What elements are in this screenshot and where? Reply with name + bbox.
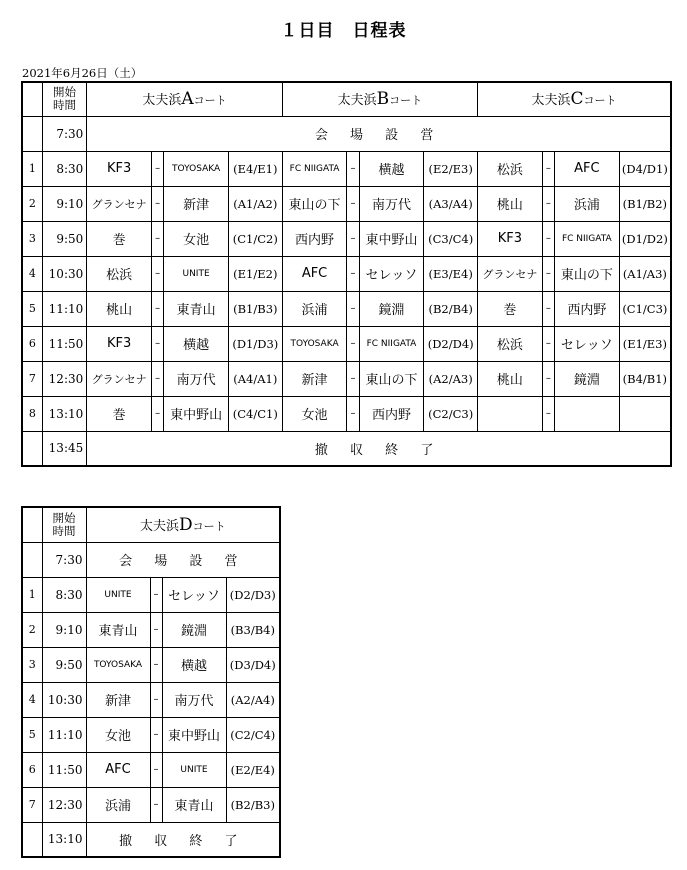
group-code: (C1/C3) <box>619 291 671 326</box>
home-team: 東山の下 <box>282 186 347 221</box>
away-team: 西内野 <box>359 396 424 431</box>
home-team: 女池 <box>86 717 150 752</box>
table-row <box>22 186 671 221</box>
table-row <box>22 151 671 186</box>
versus-dash: – <box>152 151 164 186</box>
group-code: (A2/A3) <box>424 361 478 396</box>
away-team: 女池 <box>164 221 229 256</box>
start-time: 9:10 <box>42 612 86 647</box>
court-header <box>478 82 671 116</box>
start-time: 11:50 <box>42 752 86 787</box>
versus-dash: – <box>152 396 164 431</box>
versus-dash: – <box>347 221 359 256</box>
court-letter: A <box>181 89 194 110</box>
table-row <box>22 507 280 542</box>
group-code: (D1/D3) <box>228 326 282 361</box>
court-suffix: コート <box>583 94 617 108</box>
start-time: 10:30 <box>42 256 87 291</box>
court-prefix: 太夫浜 <box>142 93 182 109</box>
row-number: 1 <box>22 577 42 612</box>
away-team: セレッソ <box>162 577 226 612</box>
row-number-header <box>22 507 42 542</box>
group-code: (C4/C1) <box>228 396 282 431</box>
versus-dash: – <box>542 396 554 431</box>
row-number: 2 <box>22 186 42 221</box>
away-team: 南万代 <box>359 186 424 221</box>
versus-dash: – <box>150 612 162 647</box>
home-team: TOYOSAKA <box>282 326 347 361</box>
start-time: 7:30 <box>42 116 87 151</box>
away-team: 鏡淵 <box>554 361 619 396</box>
schedule-date: 2021年6月26日（土） <box>22 66 143 80</box>
court-letter: C <box>570 89 584 110</box>
away-team: セレッソ <box>554 326 619 361</box>
away-team: UNITE <box>162 752 226 787</box>
table-row <box>22 326 671 361</box>
row-number: 2 <box>22 612 42 647</box>
court-header <box>86 507 280 542</box>
home-team: KF3 <box>478 221 543 256</box>
table-row <box>22 291 671 326</box>
group-code: (E4/E1) <box>228 151 282 186</box>
group-code: (C2/C3) <box>424 396 478 431</box>
row-number: 5 <box>22 717 42 752</box>
away-team <box>554 396 619 431</box>
schedule-table-abc <box>21 81 672 467</box>
group-code: (B1/B3) <box>228 291 282 326</box>
away-team: 新津 <box>164 186 229 221</box>
home-team: グランセナ <box>87 186 152 221</box>
versus-dash: – <box>347 361 359 396</box>
away-team: 東中野山 <box>359 221 424 256</box>
row-number <box>22 822 42 857</box>
start-time: 13:45 <box>42 431 87 466</box>
away-team: 東中野山 <box>164 396 229 431</box>
group-code: (B2/B3) <box>226 787 280 822</box>
schedule-table-d <box>21 506 281 858</box>
group-code: (A3/A4) <box>424 186 478 221</box>
away-team: 東山の下 <box>554 256 619 291</box>
versus-dash: – <box>542 256 554 291</box>
group-code: (D4/D1) <box>619 151 671 186</box>
row-number-header <box>22 82 42 116</box>
versus-dash: – <box>542 291 554 326</box>
away-team: 東中野山 <box>162 717 226 752</box>
away-team: セレッソ <box>359 256 424 291</box>
away-team: 横越 <box>359 151 424 186</box>
versus-dash: – <box>152 221 164 256</box>
table-row <box>22 542 280 577</box>
table-row <box>22 82 671 116</box>
group-code: (A2/A4) <box>226 682 280 717</box>
table-row <box>22 822 280 857</box>
table-row <box>22 682 280 717</box>
away-team: TOYOSAKA <box>164 151 229 186</box>
start-time: 8:30 <box>42 151 87 186</box>
group-code: (C1/C2) <box>228 221 282 256</box>
home-team: 浜浦 <box>282 291 347 326</box>
start-time: 10:30 <box>42 682 86 717</box>
group-code: (B4/B1) <box>619 361 671 396</box>
home-team: 東青山 <box>86 612 150 647</box>
away-team: UNITE <box>164 256 229 291</box>
group-code: (A1/A3) <box>619 256 671 291</box>
versus-dash: – <box>347 396 359 431</box>
group-code: (C2/C4) <box>226 717 280 752</box>
away-team: FC NIIGATA <box>359 326 424 361</box>
start-time: 7:30 <box>42 542 86 577</box>
row-number: 8 <box>22 396 42 431</box>
home-team: KF3 <box>87 326 152 361</box>
versus-dash: – <box>152 326 164 361</box>
table-row <box>22 577 280 612</box>
row-number <box>22 542 42 577</box>
table-row <box>22 361 671 396</box>
setup-label: 会 場 設 営 <box>87 116 671 151</box>
home-team: グランセナ <box>87 361 152 396</box>
home-team: 松浜 <box>478 151 543 186</box>
group-code: (D3/D4) <box>226 647 280 682</box>
row-number: 3 <box>22 221 42 256</box>
time-header: 開始 時間 <box>42 507 86 542</box>
table-row <box>22 396 671 431</box>
away-team: 東山の下 <box>359 361 424 396</box>
teardown-label: 撤 収 終 了 <box>87 431 671 466</box>
home-team: 西内野 <box>282 221 347 256</box>
home-team: AFC <box>282 256 347 291</box>
versus-dash: – <box>150 752 162 787</box>
teardown-label: 撤 収 終 了 <box>86 822 280 857</box>
versus-dash: – <box>347 151 359 186</box>
table-row <box>22 752 280 787</box>
row-number: 1 <box>22 151 42 186</box>
row-number: 7 <box>22 787 42 822</box>
court-prefix: 太夫浜 <box>337 93 377 109</box>
court-letter: D <box>178 514 193 535</box>
versus-dash: – <box>150 577 162 612</box>
home-team: 松浜 <box>478 326 543 361</box>
versus-dash: – <box>542 186 554 221</box>
group-code: (E1/E3) <box>619 326 671 361</box>
start-time: 11:10 <box>42 717 86 752</box>
home-team: AFC <box>86 752 150 787</box>
away-team: 南万代 <box>162 682 226 717</box>
group-code: (D2/D3) <box>226 577 280 612</box>
home-team: KF3 <box>87 151 152 186</box>
court-letter: B <box>376 89 390 110</box>
home-team: 桃山 <box>478 186 543 221</box>
start-time: 12:30 <box>42 787 86 822</box>
versus-dash: – <box>152 256 164 291</box>
versus-dash: – <box>152 291 164 326</box>
home-team: UNITE <box>86 577 150 612</box>
start-time: 8:30 <box>42 577 86 612</box>
group-code <box>619 396 671 431</box>
away-team: AFC <box>554 151 619 186</box>
table-row <box>22 431 671 466</box>
row-number: 4 <box>22 256 42 291</box>
start-time: 9:50 <box>42 221 87 256</box>
table-row <box>22 221 671 256</box>
versus-dash: – <box>347 291 359 326</box>
table-row <box>22 116 671 151</box>
versus-dash: – <box>347 326 359 361</box>
group-code: (A4/A1) <box>228 361 282 396</box>
group-code: (E2/E3) <box>424 151 478 186</box>
table-row <box>22 612 280 647</box>
group-code: (E3/E4) <box>424 256 478 291</box>
start-time: 13:10 <box>42 396 87 431</box>
court-prefix: 太夫浜 <box>139 518 179 534</box>
group-code: (C3/C4) <box>424 221 478 256</box>
away-team: FC NIIGATA <box>554 221 619 256</box>
versus-dash: – <box>542 221 554 256</box>
home-team: 女池 <box>282 396 347 431</box>
row-number: 5 <box>22 291 42 326</box>
court-header <box>87 82 282 116</box>
court-header <box>282 82 477 116</box>
table-row <box>22 717 280 752</box>
home-team: グランセナ <box>478 256 543 291</box>
table-row <box>22 647 280 682</box>
row-number <box>22 431 42 466</box>
row-number: 7 <box>22 361 42 396</box>
home-team: 桃山 <box>87 291 152 326</box>
group-code: (B2/B4) <box>424 291 478 326</box>
home-team: TOYOSAKA <box>86 647 150 682</box>
away-team: 横越 <box>162 647 226 682</box>
group-code: (D2/D4) <box>424 326 478 361</box>
group-code: (E1/E2) <box>228 256 282 291</box>
start-time: 9:50 <box>42 647 86 682</box>
versus-dash: – <box>542 151 554 186</box>
start-time: 11:10 <box>42 291 87 326</box>
court-suffix: コート <box>192 519 226 533</box>
home-team: 松浜 <box>87 256 152 291</box>
start-time: 13:10 <box>42 822 86 857</box>
away-team: 東青山 <box>162 787 226 822</box>
home-team: 巻 <box>87 396 152 431</box>
start-time: 9:10 <box>42 186 87 221</box>
versus-dash: – <box>150 647 162 682</box>
setup-label: 会 場 設 営 <box>86 542 280 577</box>
away-team: 浜浦 <box>554 186 619 221</box>
time-header: 開始 時間 <box>42 82 87 116</box>
group-code: (A1/A2) <box>228 186 282 221</box>
home-team: FC NIIGATA <box>282 151 347 186</box>
away-team: 西内野 <box>554 291 619 326</box>
court-suffix: コート <box>193 94 227 108</box>
home-team: 新津 <box>282 361 347 396</box>
row-number: 4 <box>22 682 42 717</box>
group-code: (D1/D2) <box>619 221 671 256</box>
versus-dash: – <box>150 717 162 752</box>
away-team: 横越 <box>164 326 229 361</box>
court-suffix: コート <box>389 94 423 108</box>
court-prefix: 太夫浜 <box>531 93 571 109</box>
versus-dash: – <box>150 682 162 717</box>
away-team: 鏡淵 <box>162 612 226 647</box>
home-team: 桃山 <box>478 361 543 396</box>
page-title: １日目 日程表 <box>280 21 407 41</box>
row-number: 6 <box>22 326 42 361</box>
group-code: (B1/B2) <box>619 186 671 221</box>
home-team: 巻 <box>87 221 152 256</box>
table-row <box>22 256 671 291</box>
group-code: (E2/E4) <box>226 752 280 787</box>
home-team: 浜浦 <box>86 787 150 822</box>
row-number <box>22 116 42 151</box>
table-row <box>22 787 280 822</box>
versus-dash: – <box>150 787 162 822</box>
away-team: 東青山 <box>164 291 229 326</box>
group-code: (B3/B4) <box>226 612 280 647</box>
home-team: 巻 <box>478 291 543 326</box>
versus-dash: – <box>542 326 554 361</box>
start-time: 12:30 <box>42 361 87 396</box>
home-team: 新津 <box>86 682 150 717</box>
home-team <box>478 396 543 431</box>
away-team: 鏡淵 <box>359 291 424 326</box>
away-team: 南万代 <box>164 361 229 396</box>
start-time: 11:50 <box>42 326 87 361</box>
versus-dash: – <box>542 361 554 396</box>
versus-dash: – <box>347 186 359 221</box>
row-number: 3 <box>22 647 42 682</box>
versus-dash: – <box>347 256 359 291</box>
versus-dash: – <box>152 186 164 221</box>
versus-dash: – <box>152 361 164 396</box>
row-number: 6 <box>22 752 42 787</box>
